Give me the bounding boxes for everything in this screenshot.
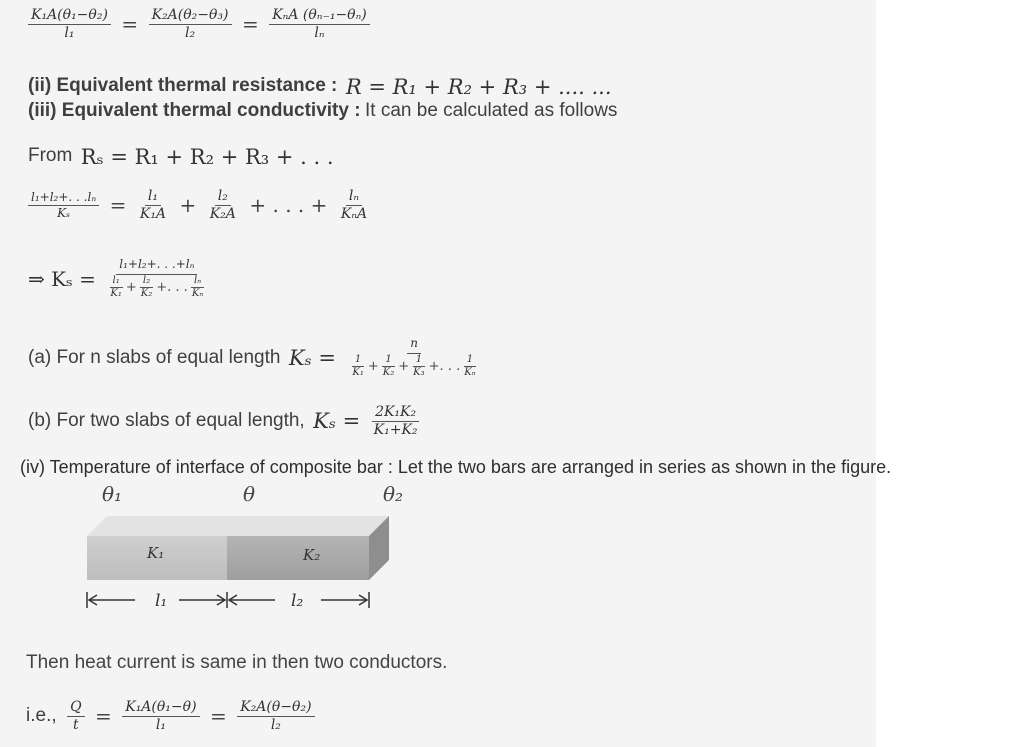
k2-label: K₂ [303,546,321,564]
composite-bar-figure [75,482,404,622]
lhs-denominator: Kₛ [57,205,71,220]
ie-fraction-2-denominator: l₂ [270,716,281,733]
from-line [28,145,334,169]
term-2-numerator: l₂ [215,189,231,206]
case-b-text: (b) For two slabs of equal length, [28,410,305,432]
case-b-ks: Kₛ = [313,409,361,434]
term-1-denominator: K₁A [139,205,167,222]
q-numerator: Q [67,700,84,717]
then-heat-current-text: Then heat current is same in then two conductors. [26,652,448,673]
case-a-text: (a) For n slabs of equal length [28,346,281,368]
case-b-fraction [371,405,421,437]
ie-fraction-2-numerator: K₂A(θ−θ₂) [237,700,314,717]
fraction-2 [149,8,232,40]
section-iii-text: It can be calculated as follows [365,100,618,121]
k1-label: K₁ [147,544,165,562]
fraction-3-denominator: lₙ [314,24,325,41]
term-1-numerator: l₁ [145,189,161,206]
ellipsis-sign: + . . . + [249,193,328,218]
term-2-denominator: K₂A [209,205,236,222]
l1-label: l₁ [155,591,168,611]
case-a-den-n-den: Kₙ [464,367,476,379]
implies-ks: ⇒ Kₛ = [28,266,96,291]
ks-fraction [104,258,209,300]
t-denominator: t [73,716,79,733]
section-ii-label: (ii) Equivalent thermal resistance : [28,75,338,97]
bar-top-face [87,516,389,536]
ie-fraction-1-denominator: l₁ [155,716,166,733]
bar-2-front [227,536,369,580]
equality-chain-equation [28,8,370,40]
ks-den-term-n-num: lₙ [191,276,204,289]
length-sum-equation [28,189,370,221]
l2-label: l₂ [291,591,304,611]
equals-sign: = [109,193,127,218]
case-a-fraction [346,337,481,379]
plus-sign: + [398,358,410,374]
section-iii-line [28,100,617,122]
ie-fraction-1-numerator: K₁A(θ₁−θ) [122,700,199,717]
case-a-numerator: n [407,337,421,354]
section-iv-text: (iv) Temperature of interface of composite bar : Let the two bars are arranged in series as shown in the figure. [20,457,892,477]
case-b-denominator: K₁+K₂ [373,421,418,438]
ie-fraction-1 [122,700,199,732]
ks-numerator: l₁+l₂+. . .+lₙ [116,258,197,275]
case-a-den-n-num: 1 [464,355,476,368]
equals-sign: = [121,12,139,37]
lhs-numerator: l₁+l₂+. . .lₙ [28,191,99,206]
case-a-den-1-num: 1 [352,355,364,368]
term-1-fraction [137,189,169,221]
fraction-3-numerator: KₙA (θₙ₋₁−θₙ) [269,8,370,25]
term-n-denominator: KₙA [340,205,368,222]
equals-sign: = [241,12,259,37]
ellipsis-sign: +. . . [428,358,461,374]
section-ii-line [28,75,612,99]
ellipsis-sign: +. . . [156,279,188,295]
fraction-2-numerator: K₂A(θ₂−θ₃) [149,8,232,25]
ks-den-term-2-num: l₂ [140,276,153,289]
case-a-den-1-den: K₁ [352,367,364,379]
ie-text: i.e., [26,705,57,727]
term-n-fraction [338,189,370,221]
ie-fraction-2 [237,700,314,732]
heat-current-equation [26,700,315,732]
fraction-2-denominator: l₂ [185,24,196,41]
series-resistance-formula: Rₛ = R₁ + R₂ + R₃ + . . . [80,145,334,169]
fraction-1-denominator: l₁ [64,24,75,41]
ks-denominator [104,275,209,300]
case-b-line [28,405,421,437]
case-a-den-2-den: K₂ [382,367,395,379]
plus-sign: + [125,279,137,295]
case-a-denominator [346,354,481,379]
lhs-fraction [28,191,99,219]
equals-sign: = [95,704,112,729]
case-a-line [28,337,482,379]
equals-sign: = [210,704,227,729]
term-n-numerator: lₙ [346,189,362,206]
theta1-label: θ₁ [102,482,123,506]
case-a-ks: Kₛ = [288,345,336,370]
fraction-1 [28,8,111,40]
ks-equation [28,258,209,300]
q-over-t-fraction [67,700,84,732]
plus-sign: + [179,193,197,218]
ks-den-term-1-den: K₁ [110,288,122,300]
case-b-numerator: 2K₁K₂ [372,405,419,422]
theta-label: θ [243,482,256,506]
resistance-formula: R = R₁ + R₂ + R₃ + .... ... [345,75,612,99]
plus-sign: + [367,358,379,374]
term-2-fraction [207,189,239,221]
section-iii-label: (iii) Equivalent thermal conductivity : [28,100,361,121]
fraction-3 [269,8,370,40]
case-a-den-3-den: K₃ [413,367,425,379]
ks-den-term-1-num: l₁ [110,276,123,289]
fraction-1-numerator: K₁A(θ₁−θ₂) [28,8,111,25]
case-a-den-3-num: 1 [413,355,425,368]
ks-den-term-2-den: K₂ [140,288,153,300]
ks-den-term-n-den: Kₙ [191,288,204,300]
theta2-label: θ₂ [383,482,404,506]
case-a-den-2-num: 1 [382,355,394,368]
from-text: From [28,145,73,167]
